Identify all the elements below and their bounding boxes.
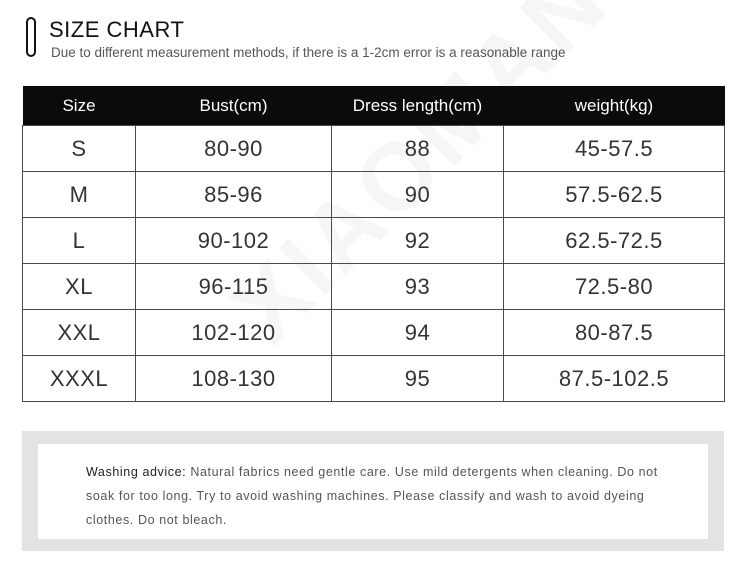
bust-cell: 85-96 (136, 172, 332, 218)
table-row (23, 172, 725, 218)
dress-length-cell: 90 (332, 172, 504, 218)
weight-cell: 45-57.5 (504, 126, 725, 172)
weight-cell: 72.5-80 (504, 264, 725, 310)
size-cell: XXL (23, 310, 136, 356)
weight-cell: 62.5-72.5 (504, 218, 725, 264)
table-row (23, 218, 725, 264)
washing-advice-label: Washing advice: (86, 465, 187, 479)
table-header-row (23, 86, 725, 126)
dress-length-cell: 92 (332, 218, 504, 264)
page-subtitle: Due to different measurement methods, if there is a 1-2cm error is a reasonable range (51, 45, 566, 60)
column-header-weight: weight(kg) (504, 86, 725, 126)
washing-advice-body: Natural fabrics need gentle care. Use mild detergents when cleaning. Do not soak for too long. Try to avoid washing machines. Please classify and wash to avoid dyeing clothes. Do not bleach. (86, 465, 658, 527)
title-marker (26, 17, 36, 57)
size-table (22, 86, 725, 402)
table-row (23, 264, 725, 310)
dress-length-cell: 93 (332, 264, 504, 310)
weight-cell: 80-87.5 (504, 310, 725, 356)
table-row (23, 310, 725, 356)
bust-cell: 90-102 (136, 218, 332, 264)
column-header-dress-length: Dress length(cm) (332, 86, 504, 126)
washing-advice-panel (22, 431, 724, 551)
washing-advice-box (38, 444, 708, 539)
size-cell: XXXL (23, 356, 136, 402)
bust-cell: 80-90 (136, 126, 332, 172)
table-row (23, 126, 725, 172)
dress-length-cell: 95 (332, 356, 504, 402)
table-row (23, 356, 725, 402)
washing-advice-text (86, 460, 678, 532)
size-cell: M (23, 172, 136, 218)
size-cell: L (23, 218, 136, 264)
bust-cell: 108-130 (136, 356, 332, 402)
column-header-bust: Bust(cm) (136, 86, 332, 126)
size-cell: S (23, 126, 136, 172)
bust-cell: 102-120 (136, 310, 332, 356)
weight-cell: 87.5-102.5 (504, 356, 725, 402)
weight-cell: 57.5-62.5 (504, 172, 725, 218)
page-title: SIZE CHART (49, 17, 185, 42)
dress-length-cell: 94 (332, 310, 504, 356)
bust-cell: 96-115 (136, 264, 332, 310)
column-header-size: Size (23, 86, 136, 126)
size-cell: XL (23, 264, 136, 310)
dress-length-cell: 88 (332, 126, 504, 172)
